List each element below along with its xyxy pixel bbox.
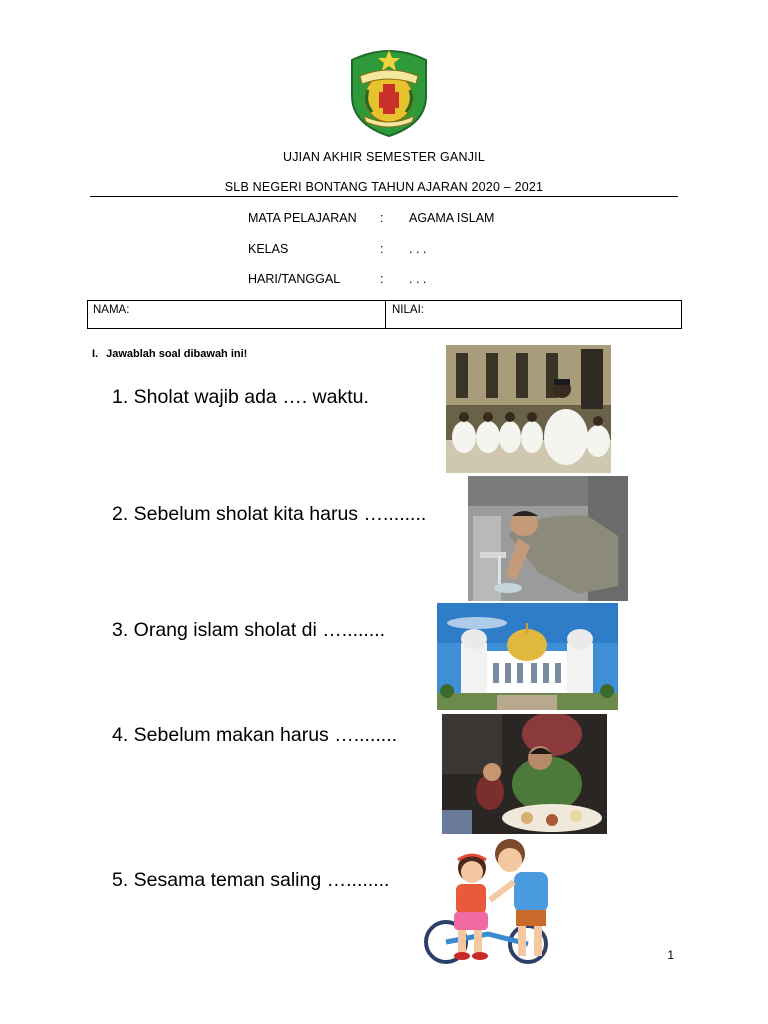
meta-value: . . . <box>409 242 427 256</box>
page-number: 1 <box>667 948 674 962</box>
student-info-box <box>87 300 682 329</box>
meta-value: AGAMA ISLAM <box>409 211 495 225</box>
section-number: I. <box>92 348 99 360</box>
meta-colon: : <box>380 211 384 225</box>
boys-praying-in-mosque-photo <box>446 345 611 473</box>
family-praying-before-meal-photo <box>442 714 607 834</box>
meta-key: KELAS <box>248 242 289 256</box>
exam-title: UJIAN AKHIR SEMESTER GANJIL <box>283 150 485 164</box>
meta-key: HARI/TANGGAL <box>248 272 341 286</box>
meta-value: . . . <box>409 272 427 286</box>
section-instruction <box>92 348 247 360</box>
man-doing-ablution-photo <box>468 476 628 601</box>
instruction-text: Jawablah soal dibawah ini! <box>106 348 248 360</box>
question-1: 1. Sholat wajib ada …. waktu. <box>112 386 369 408</box>
name-label: NAMA: <box>93 304 130 316</box>
question-2: 2. Sebelum sholat kita harus …........ <box>112 503 427 525</box>
meta-colon: : <box>380 242 384 256</box>
school-line: SLB NEGERI BONTANG TAHUN AJARAN 2020 – 2021 <box>224 180 544 194</box>
question-4: 4. Sebelum makan harus …........ <box>112 724 398 746</box>
meta-key: MATA PELAJARAN <box>248 211 357 225</box>
question-3: 3. Orang islam sholat di …........ <box>112 619 386 641</box>
meta-colon: : <box>380 272 384 286</box>
box-divider <box>385 301 386 328</box>
white-mosque-photo <box>437 603 618 710</box>
question-5: 5. Sesama teman saling …........ <box>112 869 390 891</box>
score-label: NILAI: <box>392 304 424 316</box>
regional-coat-of-arms-icon <box>346 46 432 138</box>
children-helping-friend-illustration <box>418 838 596 970</box>
header-rule <box>90 196 678 197</box>
